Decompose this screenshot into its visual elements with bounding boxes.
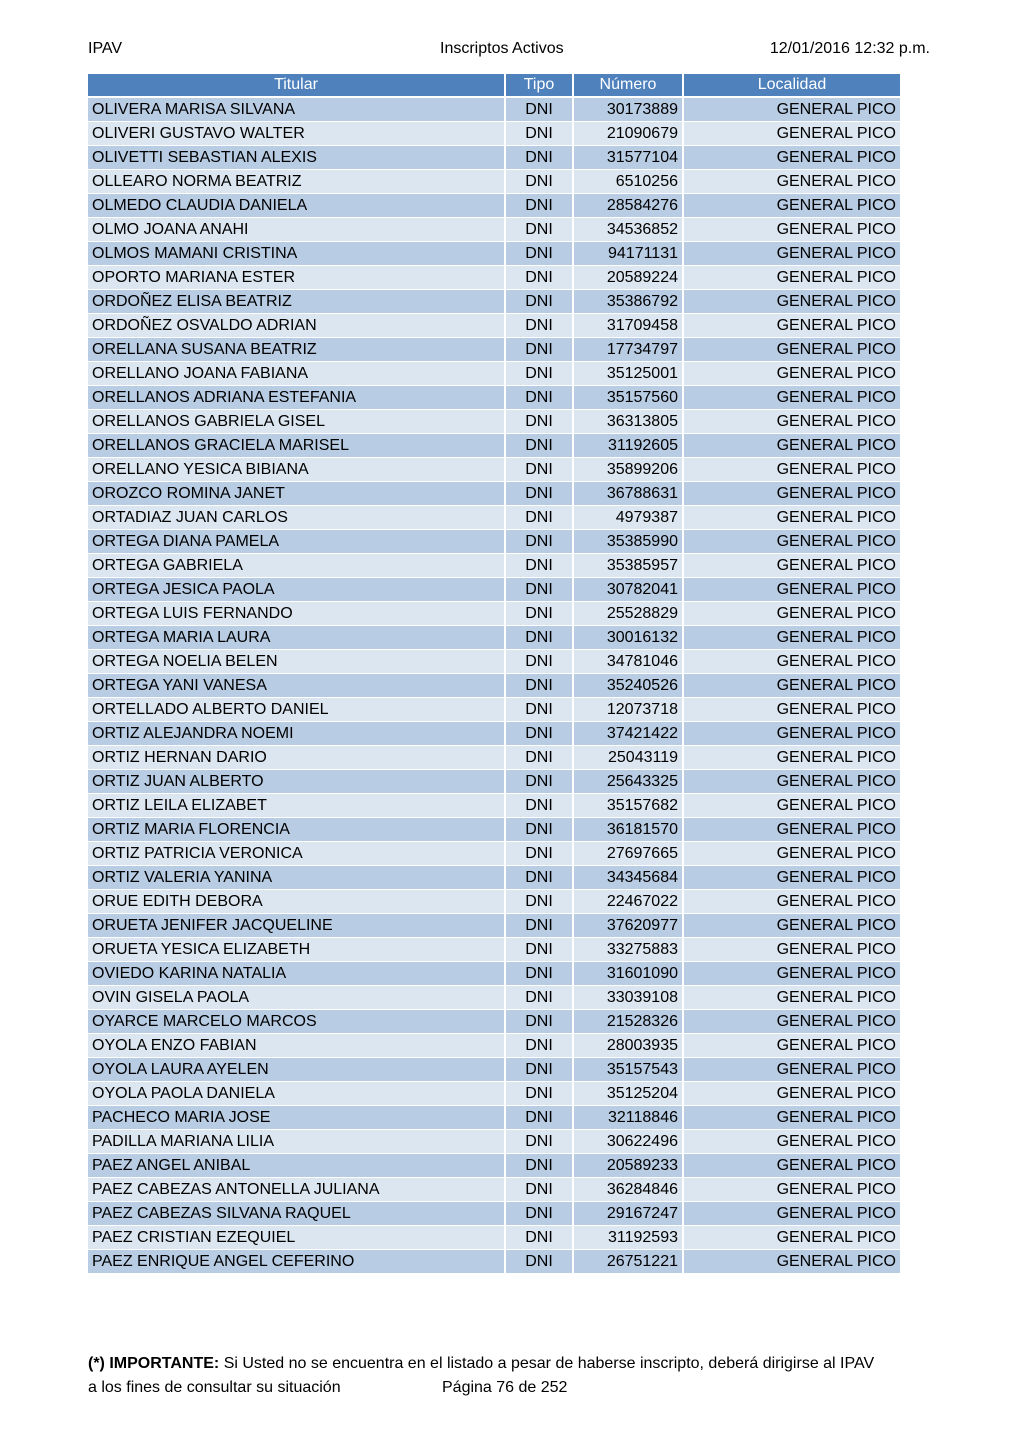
cell-tipo: DNI — [506, 1106, 572, 1130]
cell-localidad: GENERAL PICO — [684, 626, 900, 650]
cell-tipo: DNI — [506, 962, 572, 986]
cell-tipo: DNI — [506, 410, 572, 434]
cell-localidad: GENERAL PICO — [684, 842, 900, 866]
table-row — [88, 626, 900, 650]
table-row — [88, 218, 900, 242]
cell-numero: 37421422 — [574, 722, 682, 746]
cell-tipo: DNI — [506, 290, 572, 314]
table-row — [88, 1082, 900, 1106]
cell-localidad: GENERAL PICO — [684, 722, 900, 746]
cell-numero: 35157543 — [574, 1058, 682, 1082]
cell-numero: 32118846 — [574, 1106, 682, 1130]
cell-titular: ORTEGA JESICA PAOLA — [88, 578, 504, 602]
cell-numero: 22467022 — [574, 890, 682, 914]
table-row — [88, 818, 900, 842]
cell-tipo: DNI — [506, 506, 572, 530]
cell-numero: 35157560 — [574, 386, 682, 410]
cell-localidad: GENERAL PICO — [684, 338, 900, 362]
cell-titular: PAEZ CABEZAS SILVANA RAQUEL — [88, 1202, 504, 1226]
cell-numero: 17734797 — [574, 338, 682, 362]
cell-numero: 20589233 — [574, 1154, 682, 1178]
table-row — [88, 722, 900, 746]
cell-tipo: DNI — [506, 146, 572, 170]
table-row — [88, 746, 900, 770]
cell-localidad: GENERAL PICO — [684, 1250, 900, 1274]
cell-tipo: DNI — [506, 1130, 572, 1154]
cell-tipo: DNI — [506, 1178, 572, 1202]
table-row — [88, 266, 900, 290]
cell-localidad: GENERAL PICO — [684, 914, 900, 938]
cell-tipo: DNI — [506, 1250, 572, 1274]
cell-localidad: GENERAL PICO — [684, 770, 900, 794]
cell-tipo: DNI — [506, 1010, 572, 1034]
cell-localidad: GENERAL PICO — [684, 674, 900, 698]
cell-titular: OYOLA LAURA AYELEN — [88, 1058, 504, 1082]
cell-tipo: DNI — [506, 746, 572, 770]
table-row — [88, 362, 900, 386]
cell-numero: 35125204 — [574, 1082, 682, 1106]
cell-titular: OVIN GISELA PAOLA — [88, 986, 504, 1010]
cell-titular: OLLEARO NORMA BEATRIZ — [88, 170, 504, 194]
cell-titular: ORTIZ LEILA ELIZABET — [88, 794, 504, 818]
cell-tipo: DNI — [506, 434, 572, 458]
cell-numero: 21090679 — [574, 122, 682, 146]
table-row — [88, 866, 900, 890]
cell-numero: 35157682 — [574, 794, 682, 818]
cell-titular: OROZCO ROMINA JANET — [88, 482, 504, 506]
cell-numero: 94171131 — [574, 242, 682, 266]
cell-localidad: GENERAL PICO — [684, 1082, 900, 1106]
cell-titular: PAEZ CABEZAS ANTONELLA JULIANA — [88, 1178, 504, 1202]
cell-numero: 12073718 — [574, 698, 682, 722]
cell-localidad: GENERAL PICO — [684, 146, 900, 170]
cell-numero: 25528829 — [574, 602, 682, 626]
cell-numero: 21528326 — [574, 1010, 682, 1034]
cell-localidad: GENERAL PICO — [684, 818, 900, 842]
cell-titular: ORTADIAZ JUAN CARLOS — [88, 506, 504, 530]
cell-titular: PACHECO MARIA JOSE — [88, 1106, 504, 1130]
table-row — [88, 482, 900, 506]
table-row — [88, 290, 900, 314]
cell-titular: PAEZ ANGEL ANIBAL — [88, 1154, 504, 1178]
cell-titular: ORTEGA DIANA PAMELA — [88, 530, 504, 554]
table-row — [88, 194, 900, 218]
cell-titular: ORUETA JENIFER JACQUELINE — [88, 914, 504, 938]
cell-titular: ORTEGA GABRIELA — [88, 554, 504, 578]
cell-numero: 27697665 — [574, 842, 682, 866]
table-row — [88, 1178, 900, 1202]
cell-titular: ORELLANOS GRACIELA MARISEL — [88, 434, 504, 458]
cell-tipo: DNI — [506, 170, 572, 194]
cell-titular: OLIVETTI SEBASTIAN ALEXIS — [88, 146, 504, 170]
cell-localidad: GENERAL PICO — [684, 1154, 900, 1178]
cell-tipo: DNI — [506, 242, 572, 266]
cell-numero: 34345684 — [574, 866, 682, 890]
cell-tipo: DNI — [506, 818, 572, 842]
cell-localidad: GENERAL PICO — [684, 218, 900, 242]
cell-numero: 36181570 — [574, 818, 682, 842]
table-row — [88, 962, 900, 986]
column-header-numero: Número — [574, 74, 682, 98]
table-row — [88, 578, 900, 602]
cell-titular: ORTELLADO ALBERTO DANIEL — [88, 698, 504, 722]
column-header-tipo: Tipo — [506, 74, 572, 98]
table-row — [88, 242, 900, 266]
cell-localidad: GENERAL PICO — [684, 194, 900, 218]
cell-titular: ORTIZ ALEJANDRA NOEMI — [88, 722, 504, 746]
cell-tipo: DNI — [506, 530, 572, 554]
cell-localidad: GENERAL PICO — [684, 866, 900, 890]
table-row — [88, 1226, 900, 1250]
cell-numero: 30782041 — [574, 578, 682, 602]
important-notice — [88, 1352, 948, 1376]
cell-tipo: DNI — [506, 266, 572, 290]
cell-titular: OLIVERA MARISA SILVANA — [88, 98, 504, 122]
cell-localidad: GENERAL PICO — [684, 1034, 900, 1058]
cell-titular: OYARCE MARCELO MARCOS — [88, 1010, 504, 1034]
table-row — [88, 98, 900, 122]
cell-localidad: GENERAL PICO — [684, 578, 900, 602]
cell-tipo: DNI — [506, 674, 572, 698]
cell-localidad: GENERAL PICO — [684, 170, 900, 194]
cell-numero: 28584276 — [574, 194, 682, 218]
cell-tipo: DNI — [506, 914, 572, 938]
cell-titular: ORUE EDITH DEBORA — [88, 890, 504, 914]
cell-localidad: GENERAL PICO — [684, 986, 900, 1010]
important-text: Si Usted no se encuentra en el listado a pesar de haberse inscripto, deberá dirigirse al IPAV — [219, 1355, 875, 1372]
cell-tipo: DNI — [506, 1202, 572, 1226]
cell-localidad: GENERAL PICO — [684, 362, 900, 386]
cell-tipo: DNI — [506, 338, 572, 362]
cell-localidad: GENERAL PICO — [684, 650, 900, 674]
cell-localidad: GENERAL PICO — [684, 314, 900, 338]
cell-titular: ORUETA YESICA ELIZABETH — [88, 938, 504, 962]
cell-numero: 4979387 — [574, 506, 682, 530]
cell-localidad: GENERAL PICO — [684, 458, 900, 482]
cell-localidad: GENERAL PICO — [684, 506, 900, 530]
cell-tipo: DNI — [506, 194, 572, 218]
table-row — [88, 1058, 900, 1082]
cell-localidad: GENERAL PICO — [684, 290, 900, 314]
cell-titular: ORTIZ VALERIA YANINA — [88, 866, 504, 890]
cell-localidad: GENERAL PICO — [684, 698, 900, 722]
cell-numero: 31577104 — [574, 146, 682, 170]
cell-numero: 36284846 — [574, 1178, 682, 1202]
cell-numero: 35899206 — [574, 458, 682, 482]
cell-tipo: DNI — [506, 866, 572, 890]
notice-line-2: a los fines de consultar su situación — [88, 1379, 341, 1396]
table-row — [88, 890, 900, 914]
cell-numero: 30622496 — [574, 1130, 682, 1154]
cell-tipo: DNI — [506, 650, 572, 674]
table-row — [88, 506, 900, 530]
cell-titular: OYOLA PAOLA DANIELA — [88, 1082, 504, 1106]
table-row — [88, 1130, 900, 1154]
cell-titular: PADILLA MARIANA LILIA — [88, 1130, 504, 1154]
cell-localidad: GENERAL PICO — [684, 1106, 900, 1130]
cell-tipo: DNI — [506, 938, 572, 962]
table-row — [88, 122, 900, 146]
cell-localidad: GENERAL PICO — [684, 266, 900, 290]
cell-titular: ORELLANO JOANA FABIANA — [88, 362, 504, 386]
cell-titular: ORTIZ MARIA FLORENCIA — [88, 818, 504, 842]
cell-numero: 25643325 — [574, 770, 682, 794]
table-body — [88, 98, 900, 1274]
table-row — [88, 410, 900, 434]
cell-tipo: DNI — [506, 986, 572, 1010]
cell-titular: ORTIZ HERNAN DARIO — [88, 746, 504, 770]
table-row — [88, 842, 900, 866]
cell-tipo: DNI — [506, 770, 572, 794]
cell-localidad: GENERAL PICO — [684, 242, 900, 266]
registrants-table — [86, 74, 902, 1274]
cell-tipo: DNI — [506, 842, 572, 866]
cell-numero: 28003935 — [574, 1034, 682, 1058]
cell-numero: 30016132 — [574, 626, 682, 650]
table-row — [88, 458, 900, 482]
cell-tipo: DNI — [506, 314, 572, 338]
table-row — [88, 770, 900, 794]
cell-numero: 33275883 — [574, 938, 682, 962]
cell-titular: OPORTO MARIANA ESTER — [88, 266, 504, 290]
cell-numero: 33039108 — [574, 986, 682, 1010]
cell-localidad: GENERAL PICO — [684, 1130, 900, 1154]
cell-tipo: DNI — [506, 1154, 572, 1178]
table-row — [88, 986, 900, 1010]
table-row — [88, 674, 900, 698]
cell-titular: PAEZ ENRIQUE ANGEL CEFERINO — [88, 1250, 504, 1274]
cell-numero: 35386792 — [574, 290, 682, 314]
cell-tipo: DNI — [506, 554, 572, 578]
cell-localidad: GENERAL PICO — [684, 386, 900, 410]
cell-titular: OVIEDO KARINA NATALIA — [88, 962, 504, 986]
cell-tipo: DNI — [506, 1058, 572, 1082]
page-header — [88, 40, 930, 66]
table-row — [88, 1106, 900, 1130]
cell-numero: 31709458 — [574, 314, 682, 338]
header-title: Inscriptos Activos — [440, 40, 564, 57]
table-row — [88, 650, 900, 674]
table-row — [88, 338, 900, 362]
cell-tipo: DNI — [506, 890, 572, 914]
cell-numero: 25043119 — [574, 746, 682, 770]
cell-titular: OLMOS MAMANI CRISTINA — [88, 242, 504, 266]
table-row — [88, 146, 900, 170]
cell-localidad: GENERAL PICO — [684, 1202, 900, 1226]
cell-titular: ORELLANOS GABRIELA GISEL — [88, 410, 504, 434]
cell-tipo: DNI — [506, 578, 572, 602]
cell-localidad: GENERAL PICO — [684, 122, 900, 146]
cell-localidad: GENERAL PICO — [684, 962, 900, 986]
cell-localidad: GENERAL PICO — [684, 530, 900, 554]
cell-localidad: GENERAL PICO — [684, 1010, 900, 1034]
cell-localidad: GENERAL PICO — [684, 1226, 900, 1250]
cell-titular: ORELLANOS ADRIANA ESTEFANIA — [88, 386, 504, 410]
cell-numero: 35240526 — [574, 674, 682, 698]
cell-tipo: DNI — [506, 1082, 572, 1106]
cell-tipo: DNI — [506, 458, 572, 482]
cell-localidad: GENERAL PICO — [684, 746, 900, 770]
table-row — [88, 1250, 900, 1274]
cell-tipo: DNI — [506, 386, 572, 410]
cell-titular: ORDOÑEZ ELISA BEATRIZ — [88, 290, 504, 314]
cell-titular: PAEZ CRISTIAN EZEQUIEL — [88, 1226, 504, 1250]
cell-titular: OLMEDO CLAUDIA DANIELA — [88, 194, 504, 218]
cell-titular: ORTIZ JUAN ALBERTO — [88, 770, 504, 794]
cell-titular: ORDOÑEZ OSVALDO ADRIAN — [88, 314, 504, 338]
table-row — [88, 386, 900, 410]
cell-tipo: DNI — [506, 482, 572, 506]
page-number: Página 76 de 252 — [442, 1379, 568, 1396]
cell-tipo: DNI — [506, 362, 572, 386]
cell-numero: 35385990 — [574, 530, 682, 554]
cell-numero: 34781046 — [574, 650, 682, 674]
table-row — [88, 434, 900, 458]
cell-numero: 29167247 — [574, 1202, 682, 1226]
cell-tipo: DNI — [506, 1034, 572, 1058]
cell-numero: 35385957 — [574, 554, 682, 578]
table-row — [88, 1034, 900, 1058]
cell-tipo: DNI — [506, 98, 572, 122]
cell-titular: OLMO JOANA ANAHI — [88, 218, 504, 242]
cell-numero: 31601090 — [574, 962, 682, 986]
cell-titular: ORTEGA NOELIA BELEN — [88, 650, 504, 674]
cell-numero: 37620977 — [574, 914, 682, 938]
table-row — [88, 602, 900, 626]
cell-numero: 36788631 — [574, 482, 682, 506]
cell-numero: 30173889 — [574, 98, 682, 122]
column-header-titular: Titular — [88, 74, 504, 98]
cell-titular: ORTEGA YANI VANESA — [88, 674, 504, 698]
table-row — [88, 938, 900, 962]
table-header-row — [88, 74, 900, 98]
cell-tipo: DNI — [506, 602, 572, 626]
cell-tipo: DNI — [506, 722, 572, 746]
cell-tipo: DNI — [506, 794, 572, 818]
cell-titular: ORELLANO YESICA BIBIANA — [88, 458, 504, 482]
cell-titular: ORTIZ PATRICIA VERONICA — [88, 842, 504, 866]
table-row — [88, 554, 900, 578]
table-row — [88, 1202, 900, 1226]
cell-numero: 36313805 — [574, 410, 682, 434]
cell-tipo: DNI — [506, 122, 572, 146]
cell-localidad: GENERAL PICO — [684, 410, 900, 434]
cell-numero: 35125001 — [574, 362, 682, 386]
cell-localidad: GENERAL PICO — [684, 794, 900, 818]
cell-tipo: DNI — [506, 698, 572, 722]
cell-localidad: GENERAL PICO — [684, 434, 900, 458]
table-row — [88, 170, 900, 194]
cell-numero: 6510256 — [574, 170, 682, 194]
cell-numero: 34536852 — [574, 218, 682, 242]
table-row — [88, 914, 900, 938]
header-datetime: 12/01/2016 12:32 p.m. — [769, 40, 930, 57]
cell-localidad: GENERAL PICO — [684, 98, 900, 122]
table-row — [88, 314, 900, 338]
cell-numero: 20589224 — [574, 266, 682, 290]
cell-titular: ORELLANA SUSANA BEATRIZ — [88, 338, 504, 362]
column-header-localidad: Localidad — [684, 74, 900, 98]
table-row — [88, 1010, 900, 1034]
table-row — [88, 698, 900, 722]
cell-tipo: DNI — [506, 218, 572, 242]
header-org: IPAV — [88, 40, 123, 57]
table-row — [88, 530, 900, 554]
cell-tipo: DNI — [506, 1226, 572, 1250]
cell-tipo: DNI — [506, 626, 572, 650]
cell-titular: OLIVERI GUSTAVO WALTER — [88, 122, 504, 146]
important-label: (*) IMPORTANTE: — [88, 1355, 220, 1372]
cell-titular: OYOLA ENZO FABIAN — [88, 1034, 504, 1058]
cell-localidad: GENERAL PICO — [684, 1058, 900, 1082]
table-row — [88, 794, 900, 818]
cell-localidad: GENERAL PICO — [684, 602, 900, 626]
table-row — [88, 1154, 900, 1178]
cell-numero: 31192593 — [574, 1226, 682, 1250]
cell-localidad: GENERAL PICO — [684, 554, 900, 578]
cell-localidad: GENERAL PICO — [684, 890, 900, 914]
cell-localidad: GENERAL PICO — [684, 938, 900, 962]
cell-titular: ORTEGA LUIS FERNANDO — [88, 602, 504, 626]
cell-localidad: GENERAL PICO — [684, 1178, 900, 1202]
cell-numero: 31192605 — [574, 434, 682, 458]
cell-titular: ORTEGA MARIA LAURA — [88, 626, 504, 650]
cell-numero: 26751221 — [574, 1250, 682, 1274]
cell-localidad: GENERAL PICO — [684, 482, 900, 506]
